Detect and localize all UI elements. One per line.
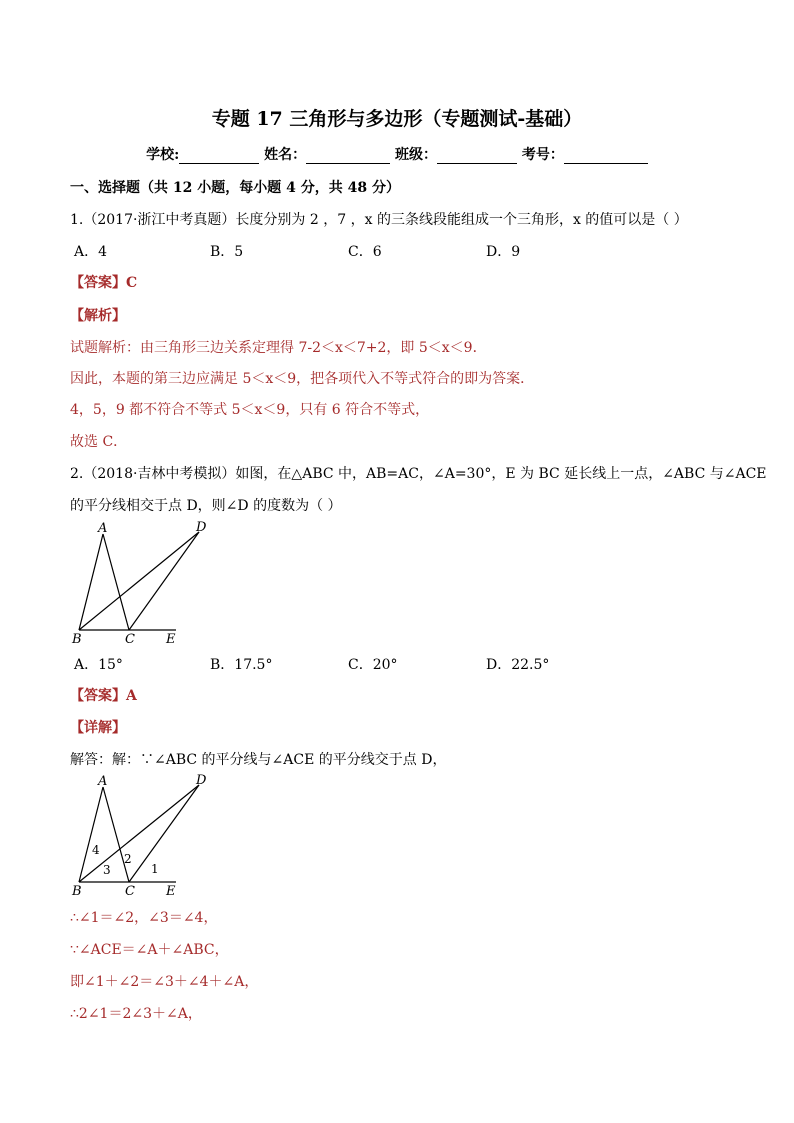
q2-figure: [66, 518, 207, 648]
number-blank: [564, 149, 648, 164]
fig2-label-b: B: [72, 884, 82, 899]
q1-option-d: D．9: [486, 244, 521, 260]
q1-stem: 1.（2017·浙江中考真题）长度分别为 2 ，7 ，x 的三条线段能组成一个三角形，x 的值可以是（ ）: [70, 212, 688, 228]
number-label: 考号：: [521, 147, 564, 163]
fig1-label-a: A: [98, 521, 108, 536]
angle-label-1: 1: [151, 862, 159, 876]
q2-option-b: B．17.5°: [210, 657, 273, 673]
q2-step-3: 即∠1＋∠2＝∠3＋∠4＋∠A，: [70, 974, 259, 990]
name-blank: [306, 149, 390, 164]
page-title: 专题 17 三角形与多边形（专题测试-基础）: [211, 108, 583, 130]
q1-analysis-line-4: 故选 C．: [70, 434, 128, 450]
section-heading: 一、选择题（共 12 小题，每小题 4 分，共 48 分）: [70, 180, 400, 196]
fig1-label-e: E: [166, 632, 176, 647]
q1-analysis-line-3: 4，5，9 都不符合不等式 5＜x＜9，只有 6 符合不等式，: [70, 402, 430, 418]
school-label: 学校:: [146, 147, 180, 163]
fig1-label-b: B: [72, 632, 82, 647]
q1-analysis-line-1: 试题解析：由三角形三边关系定理得 7-2＜x＜7+2，即 5＜x＜9．: [70, 340, 487, 356]
q2-step-4: ∴2∠1＝2∠3＋∠A，: [70, 1006, 202, 1022]
fig1-label-c: C: [125, 632, 135, 647]
fig2-label-d: D: [196, 773, 207, 788]
name-label: 姓名：: [264, 147, 307, 163]
student-info-line: [0, 144, 794, 164]
q2-detail-heading: 【详解】: [70, 720, 126, 736]
school-blank: [179, 149, 259, 164]
q2-answer: 【答案】A: [70, 688, 137, 704]
fig1-label-d: D: [196, 520, 207, 535]
class-blank: [437, 149, 517, 164]
angle-label-2: 2: [124, 852, 132, 866]
fig2-label-c: C: [125, 884, 135, 899]
q2-option-d: D．22.5°: [486, 657, 550, 673]
q1-option-a: A．4: [74, 244, 108, 260]
q2-detail-figure: [66, 772, 207, 900]
q2-stem-line-1: 2.（2018·吉林中考模拟）如图，在△ABC 中，AB=AC，∠A=30°，E 为 BC 延长线上一点，∠ABC 与∠ACE: [70, 466, 767, 482]
q2-step-2: ∵∠ACE＝∠A＋∠ABC，: [70, 942, 229, 958]
angle-label-4: 4: [92, 843, 100, 857]
q2-step-1: ∴∠1＝∠2，∠3＝∠4，: [70, 910, 218, 926]
q1-option-c: C．6: [348, 244, 382, 260]
q2-option-a: A．15°: [74, 657, 123, 673]
class-label: 班级：: [395, 147, 438, 163]
angle-label-3: 3: [103, 863, 111, 877]
q2-option-c: C．20°: [348, 657, 398, 673]
fig2-label-a: A: [98, 774, 108, 789]
q1-option-b: B．5: [210, 244, 244, 260]
q1-analysis-heading: 【解析】: [70, 308, 126, 324]
q1-answer: 【答案】C: [70, 275, 138, 291]
q2-detail-intro: 解答：解：∵∠ABC 的平分线与∠ACE 的平分线交于点 D，: [70, 752, 447, 768]
fig2-label-e: E: [166, 884, 176, 899]
q2-stem-line-2: 的平分线相交于点 D，则∠D 的度数为（ ）: [70, 498, 342, 514]
q1-analysis-line-2: 因此，本题的第三边应满足 5＜x＜9，把各项代入不等式符合的即为答案．: [70, 371, 535, 387]
